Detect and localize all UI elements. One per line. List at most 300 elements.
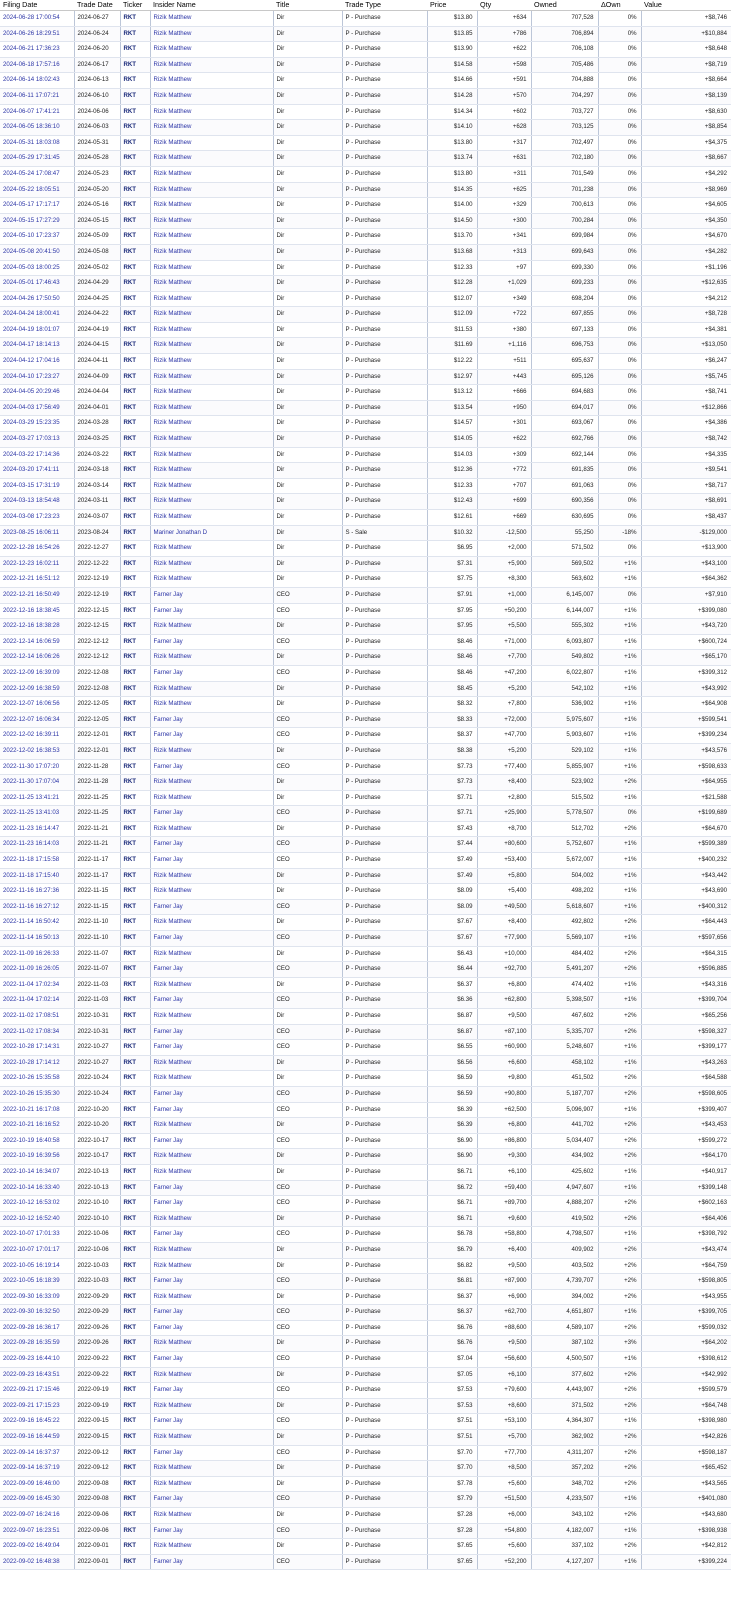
filing-date-cell[interactable]: 2024-05-03 18:00:25: [0, 260, 74, 276]
filing-date-cell[interactable]: 2022-10-26 15:35:30: [0, 1086, 74, 1102]
insider-name-cell[interactable]: Rizik Matthew: [150, 915, 273, 931]
insider-name-cell[interactable]: Rizik Matthew: [150, 494, 273, 510]
col-header-insider-name[interactable]: Insider Name: [150, 0, 273, 11]
filing-date-cell[interactable]: 2024-03-20 17:41:11: [0, 463, 74, 479]
col-header-value[interactable]: Value: [641, 0, 731, 11]
insider-name-cell[interactable]: Rizik Matthew: [150, 681, 273, 697]
insider-name-cell[interactable]: Rizik Matthew: [150, 1118, 273, 1134]
ticker-cell[interactable]: RKT: [120, 1149, 150, 1165]
ticker-cell[interactable]: RKT: [120, 478, 150, 494]
ticker-cell[interactable]: RKT: [120, 385, 150, 401]
ticker-cell[interactable]: RKT: [120, 712, 150, 728]
ticker-cell[interactable]: RKT: [120, 42, 150, 58]
insider-name-cell[interactable]: Rizik Matthew: [150, 541, 273, 557]
insider-name-cell[interactable]: Rizik Matthew: [150, 743, 273, 759]
insider-name-cell[interactable]: Farner Jay: [150, 931, 273, 947]
insider-name-cell[interactable]: Farner Jay: [150, 1274, 273, 1290]
ticker-cell[interactable]: RKT: [120, 1071, 150, 1087]
filing-date-cell[interactable]: 2024-06-07 17:41:21: [0, 104, 74, 120]
ticker-cell[interactable]: RKT: [120, 806, 150, 822]
ticker-cell[interactable]: RKT: [120, 1258, 150, 1274]
filing-date-cell[interactable]: 2022-11-18 17:15:58: [0, 853, 74, 869]
filing-date-cell[interactable]: 2022-10-12 16:53:02: [0, 1196, 74, 1212]
filing-date-cell[interactable]: 2022-11-04 17:02:14: [0, 993, 74, 1009]
filing-date-cell[interactable]: 2022-09-02 16:49:04: [0, 1539, 74, 1555]
ticker-cell[interactable]: RKT: [120, 541, 150, 557]
ticker-cell[interactable]: RKT: [120, 1383, 150, 1399]
insider-name-cell[interactable]: Rizik Matthew: [150, 104, 273, 120]
insider-name-cell[interactable]: Farner Jay: [150, 1554, 273, 1570]
insider-name-cell[interactable]: Rizik Matthew: [150, 977, 273, 993]
insider-name-cell[interactable]: Rizik Matthew: [150, 260, 273, 276]
insider-name-cell[interactable]: Farner Jay: [150, 1086, 273, 1102]
ticker-cell[interactable]: RKT: [120, 26, 150, 42]
ticker-cell[interactable]: RKT: [120, 946, 150, 962]
filing-date-cell[interactable]: 2024-06-21 17:36:23: [0, 42, 74, 58]
ticker-cell[interactable]: RKT: [120, 759, 150, 775]
filing-date-cell[interactable]: 2022-12-16 18:38:45: [0, 603, 74, 619]
filing-date-cell[interactable]: 2024-04-10 17:23:27: [0, 369, 74, 385]
ticker-cell[interactable]: RKT: [120, 1492, 150, 1508]
ticker-cell[interactable]: RKT: [120, 1320, 150, 1336]
insider-name-cell[interactable]: Rizik Matthew: [150, 198, 273, 214]
filing-date-cell[interactable]: 2022-12-02 16:39:11: [0, 728, 74, 744]
insider-name-cell[interactable]: Farner Jay: [150, 728, 273, 744]
insider-name-cell[interactable]: Rizik Matthew: [150, 229, 273, 245]
ticker-cell[interactable]: RKT: [120, 1461, 150, 1477]
insider-name-cell[interactable]: Rizik Matthew: [150, 385, 273, 401]
col-header-filing-date[interactable]: Filing Date: [0, 0, 74, 11]
ticker-cell[interactable]: RKT: [120, 104, 150, 120]
insider-name-cell[interactable]: Rizik Matthew: [150, 478, 273, 494]
insider-name-cell[interactable]: Rizik Matthew: [150, 619, 273, 635]
ticker-cell[interactable]: RKT: [120, 1430, 150, 1446]
insider-name-cell[interactable]: Farner Jay: [150, 665, 273, 681]
insider-name-cell[interactable]: Rizik Matthew: [150, 1508, 273, 1524]
insider-name-cell[interactable]: Rizik Matthew: [150, 1430, 273, 1446]
ticker-cell[interactable]: RKT: [120, 1086, 150, 1102]
ticker-cell[interactable]: RKT: [120, 182, 150, 198]
insider-name-cell[interactable]: Farner Jay: [150, 1040, 273, 1056]
ticker-cell[interactable]: RKT: [120, 1523, 150, 1539]
filing-date-cell[interactable]: 2024-05-24 17:08:47: [0, 166, 74, 182]
filing-date-cell[interactable]: 2024-04-17 18:14:13: [0, 338, 74, 354]
insider-name-cell[interactable]: Rizik Matthew: [150, 276, 273, 292]
ticker-cell[interactable]: RKT: [120, 1414, 150, 1430]
col-header-qty[interactable]: Qty: [477, 0, 531, 11]
filing-date-cell[interactable]: 2022-11-04 17:02:34: [0, 977, 74, 993]
ticker-cell[interactable]: RKT: [120, 837, 150, 853]
filing-date-cell[interactable]: 2022-12-07 16:06:56: [0, 697, 74, 713]
filing-date-cell[interactable]: 2022-10-14 16:33:40: [0, 1180, 74, 1196]
ticker-cell[interactable]: RKT: [120, 931, 150, 947]
ticker-cell[interactable]: RKT: [120, 556, 150, 572]
insider-name-cell[interactable]: Rizik Matthew: [150, 369, 273, 385]
insider-name-cell[interactable]: Rizik Matthew: [150, 182, 273, 198]
ticker-cell[interactable]: RKT: [120, 151, 150, 167]
ticker-cell[interactable]: RKT: [120, 977, 150, 993]
ticker-cell[interactable]: RKT: [120, 494, 150, 510]
filing-date-cell[interactable]: 2024-06-28 17:00:54: [0, 11, 74, 27]
ticker-cell[interactable]: RKT: [120, 1274, 150, 1290]
insider-name-cell[interactable]: Rizik Matthew: [150, 946, 273, 962]
filing-date-cell[interactable]: 2022-09-21 17:15:46: [0, 1383, 74, 1399]
ticker-cell[interactable]: RKT: [120, 1352, 150, 1368]
col-header-price[interactable]: Price: [427, 0, 477, 11]
filing-date-cell[interactable]: 2024-05-08 20:41:50: [0, 244, 74, 260]
insider-name-cell[interactable]: Farner Jay: [150, 806, 273, 822]
filing-date-cell[interactable]: 2022-10-26 15:35:58: [0, 1071, 74, 1087]
ticker-cell[interactable]: RKT: [120, 915, 150, 931]
ticker-cell[interactable]: RKT: [120, 821, 150, 837]
ticker-cell[interactable]: RKT: [120, 213, 150, 229]
filing-date-cell[interactable]: 2022-09-28 16:36:17: [0, 1320, 74, 1336]
filing-date-cell[interactable]: 2022-12-21 16:50:49: [0, 587, 74, 603]
ticker-cell[interactable]: RKT: [120, 447, 150, 463]
ticker-cell[interactable]: RKT: [120, 1554, 150, 1570]
insider-name-cell[interactable]: Rizik Matthew: [150, 400, 273, 416]
col-header-title[interactable]: Title: [273, 0, 342, 11]
insider-name-cell[interactable]: Farner Jay: [150, 1383, 273, 1399]
filing-date-cell[interactable]: 2022-12-21 16:51:12: [0, 572, 74, 588]
ticker-cell[interactable]: RKT: [120, 1118, 150, 1134]
filing-date-cell[interactable]: 2024-04-19 18:01:07: [0, 322, 74, 338]
ticker-cell[interactable]: RKT: [120, 1445, 150, 1461]
ticker-cell[interactable]: RKT: [120, 73, 150, 89]
insider-name-cell[interactable]: Rizik Matthew: [150, 88, 273, 104]
ticker-cell[interactable]: RKT: [120, 244, 150, 260]
filing-date-cell[interactable]: 2022-12-16 18:38:28: [0, 619, 74, 635]
insider-name-cell[interactable]: Farner Jay: [150, 1492, 273, 1508]
filing-date-cell[interactable]: 2022-09-23 16:44:10: [0, 1352, 74, 1368]
filing-date-cell[interactable]: 2024-06-11 17:07:21: [0, 88, 74, 104]
ticker-cell[interactable]: RKT: [120, 260, 150, 276]
filing-date-cell[interactable]: 2024-05-31 18:03:08: [0, 135, 74, 151]
filing-date-cell[interactable]: 2022-10-05 16:19:14: [0, 1258, 74, 1274]
filing-date-cell[interactable]: 2022-09-30 16:33:09: [0, 1289, 74, 1305]
filing-date-cell[interactable]: 2022-09-14 16:37:19: [0, 1461, 74, 1477]
filing-date-cell[interactable]: 2022-12-07 16:06:34: [0, 712, 74, 728]
filing-date-cell[interactable]: 2022-11-30 17:07:04: [0, 775, 74, 791]
ticker-cell[interactable]: RKT: [120, 354, 150, 370]
filing-date-cell[interactable]: 2024-05-01 17:46:43: [0, 276, 74, 292]
filing-date-cell[interactable]: 2024-04-03 17:56:49: [0, 400, 74, 416]
ticker-cell[interactable]: RKT: [120, 322, 150, 338]
insider-name-cell[interactable]: Rizik Matthew: [150, 1289, 273, 1305]
insider-name-cell[interactable]: Rizik Matthew: [150, 11, 273, 27]
ticker-cell[interactable]: RKT: [120, 88, 150, 104]
filing-date-cell[interactable]: 2024-05-22 18:05:51: [0, 182, 74, 198]
insider-name-cell[interactable]: Rizik Matthew: [150, 291, 273, 307]
filing-date-cell[interactable]: 2024-05-17 17:17:17: [0, 198, 74, 214]
insider-name-cell[interactable]: Rizik Matthew: [150, 1149, 273, 1165]
ticker-cell[interactable]: RKT: [120, 962, 150, 978]
insider-name-cell[interactable]: Farner Jay: [150, 1133, 273, 1149]
insider-name-cell[interactable]: Farner Jay: [150, 962, 273, 978]
insider-name-cell[interactable]: Rizik Matthew: [150, 432, 273, 448]
insider-name-cell[interactable]: Farner Jay: [150, 1180, 273, 1196]
insider-name-cell[interactable]: Rizik Matthew: [150, 244, 273, 260]
filing-date-cell[interactable]: 2024-03-22 17:14:36: [0, 447, 74, 463]
filing-date-cell[interactable]: 2024-05-29 17:31:45: [0, 151, 74, 167]
filing-date-cell[interactable]: 2022-12-14 16:06:59: [0, 634, 74, 650]
insider-name-cell[interactable]: Rizik Matthew: [150, 151, 273, 167]
ticker-cell[interactable]: RKT: [120, 1508, 150, 1524]
filing-date-cell[interactable]: 2022-11-02 17:08:34: [0, 1024, 74, 1040]
ticker-cell[interactable]: RKT: [120, 650, 150, 666]
ticker-cell[interactable]: RKT: [120, 1367, 150, 1383]
filing-date-cell[interactable]: 2024-03-15 17:31:19: [0, 478, 74, 494]
insider-name-cell[interactable]: Farner Jay: [150, 634, 273, 650]
ticker-cell[interactable]: RKT: [120, 619, 150, 635]
filing-date-cell[interactable]: 2022-11-16 16:27:36: [0, 884, 74, 900]
filing-date-cell[interactable]: 2022-10-21 16:16:52: [0, 1118, 74, 1134]
ticker-cell[interactable]: RKT: [120, 338, 150, 354]
filing-date-cell[interactable]: 2024-03-27 17:03:13: [0, 432, 74, 448]
filing-date-cell[interactable]: 2022-12-09 16:38:59: [0, 681, 74, 697]
insider-name-cell[interactable]: Mariner Jonathan D: [150, 525, 273, 541]
insider-name-cell[interactable]: Farner Jay: [150, 1196, 273, 1212]
ticker-cell[interactable]: RKT: [120, 665, 150, 681]
ticker-cell[interactable]: RKT: [120, 1305, 150, 1321]
filing-date-cell[interactable]: 2022-11-16 16:27:12: [0, 899, 74, 915]
ticker-cell[interactable]: RKT: [120, 198, 150, 214]
filing-date-cell[interactable]: 2024-06-14 18:02:43: [0, 73, 74, 89]
col-header-trade-date[interactable]: Trade Date: [74, 0, 120, 11]
ticker-cell[interactable]: RKT: [120, 790, 150, 806]
ticker-cell[interactable]: RKT: [120, 369, 150, 385]
insider-name-cell[interactable]: Farner Jay: [150, 1320, 273, 1336]
filing-date-cell[interactable]: 2024-06-26 18:29:51: [0, 26, 74, 42]
col-header-owned[interactable]: Owned: [531, 0, 598, 11]
insider-name-cell[interactable]: Rizik Matthew: [150, 1071, 273, 1087]
ticker-cell[interactable]: RKT: [120, 993, 150, 1009]
ticker-cell[interactable]: RKT: [120, 681, 150, 697]
insider-name-cell[interactable]: Rizik Matthew: [150, 120, 273, 136]
filing-date-cell[interactable]: 2022-10-12 16:52:40: [0, 1211, 74, 1227]
ticker-cell[interactable]: RKT: [120, 1398, 150, 1414]
insider-name-cell[interactable]: Rizik Matthew: [150, 307, 273, 323]
insider-name-cell[interactable]: Rizik Matthew: [150, 42, 273, 58]
insider-name-cell[interactable]: Farner Jay: [150, 993, 273, 1009]
filing-date-cell[interactable]: 2022-09-07 16:24:16: [0, 1508, 74, 1524]
ticker-cell[interactable]: RKT: [120, 884, 150, 900]
insider-name-cell[interactable]: Rizik Matthew: [150, 73, 273, 89]
insider-name-cell[interactable]: Rizik Matthew: [150, 447, 273, 463]
filing-date-cell[interactable]: 2022-09-16 16:44:59: [0, 1430, 74, 1446]
ticker-cell[interactable]: RKT: [120, 743, 150, 759]
ticker-cell[interactable]: RKT: [120, 135, 150, 151]
filing-date-cell[interactable]: 2022-11-30 17:07:20: [0, 759, 74, 775]
filing-date-cell[interactable]: 2022-11-23 16:14:47: [0, 821, 74, 837]
insider-name-cell[interactable]: Farner Jay: [150, 587, 273, 603]
insider-name-cell[interactable]: Farner Jay: [150, 899, 273, 915]
ticker-cell[interactable]: RKT: [120, 775, 150, 791]
insider-name-cell[interactable]: Farner Jay: [150, 1445, 273, 1461]
filing-date-cell[interactable]: 2022-11-23 16:14:03: [0, 837, 74, 853]
insider-name-cell[interactable]: Rizik Matthew: [150, 1009, 273, 1025]
filing-date-cell[interactable]: 2024-03-29 15:23:35: [0, 416, 74, 432]
ticker-cell[interactable]: RKT: [120, 291, 150, 307]
filing-date-cell[interactable]: 2022-11-09 16:26:33: [0, 946, 74, 962]
filing-date-cell[interactable]: 2022-09-30 16:32:50: [0, 1305, 74, 1321]
filing-date-cell[interactable]: 2024-05-10 17:23:37: [0, 229, 74, 245]
insider-name-cell[interactable]: Rizik Matthew: [150, 697, 273, 713]
ticker-cell[interactable]: RKT: [120, 1180, 150, 1196]
ticker-cell[interactable]: RKT: [120, 1196, 150, 1212]
insider-name-cell[interactable]: Rizik Matthew: [150, 213, 273, 229]
filing-date-cell[interactable]: 2024-06-05 18:36:10: [0, 120, 74, 136]
ticker-cell[interactable]: RKT: [120, 728, 150, 744]
insider-name-cell[interactable]: Farner Jay: [150, 1227, 273, 1243]
filing-date-cell[interactable]: 2022-09-14 16:37:37: [0, 1445, 74, 1461]
ticker-cell[interactable]: RKT: [120, 510, 150, 526]
ticker-cell[interactable]: RKT: [120, 1024, 150, 1040]
filing-date-cell[interactable]: 2022-09-09 16:45:30: [0, 1492, 74, 1508]
ticker-cell[interactable]: RKT: [120, 307, 150, 323]
filing-date-cell[interactable]: 2022-11-02 17:08:51: [0, 1009, 74, 1025]
insider-name-cell[interactable]: Rizik Matthew: [150, 1367, 273, 1383]
insider-name-cell[interactable]: Rizik Matthew: [150, 57, 273, 73]
ticker-cell[interactable]: RKT: [120, 400, 150, 416]
filing-date-cell[interactable]: 2024-06-18 17:57:16: [0, 57, 74, 73]
ticker-cell[interactable]: RKT: [120, 572, 150, 588]
ticker-cell[interactable]: RKT: [120, 11, 150, 27]
filing-date-cell[interactable]: 2022-11-14 16:50:13: [0, 931, 74, 947]
filing-date-cell[interactable]: 2022-09-23 16:43:51: [0, 1367, 74, 1383]
filing-date-cell[interactable]: 2022-12-09 16:39:09: [0, 665, 74, 681]
ticker-cell[interactable]: RKT: [120, 1211, 150, 1227]
filing-date-cell[interactable]: 2022-12-28 16:54:26: [0, 541, 74, 557]
filing-date-cell[interactable]: 2022-11-25 13:41:21: [0, 790, 74, 806]
ticker-cell[interactable]: RKT: [120, 1539, 150, 1555]
ticker-cell[interactable]: RKT: [120, 853, 150, 869]
ticker-cell[interactable]: RKT: [120, 1336, 150, 1352]
filing-date-cell[interactable]: 2024-03-08 17:23:23: [0, 510, 74, 526]
insider-name-cell[interactable]: Rizik Matthew: [150, 322, 273, 338]
insider-name-cell[interactable]: Rizik Matthew: [150, 1336, 273, 1352]
insider-name-cell[interactable]: Rizik Matthew: [150, 1164, 273, 1180]
ticker-cell[interactable]: RKT: [120, 1055, 150, 1071]
insider-name-cell[interactable]: Rizik Matthew: [150, 1461, 273, 1477]
insider-name-cell[interactable]: Rizik Matthew: [150, 1211, 273, 1227]
filing-date-cell[interactable]: 2022-09-09 16:46:00: [0, 1476, 74, 1492]
filing-date-cell[interactable]: 2022-09-07 16:23:51: [0, 1523, 74, 1539]
insider-name-cell[interactable]: Farner Jay: [150, 1523, 273, 1539]
insider-name-cell[interactable]: Rizik Matthew: [150, 1242, 273, 1258]
insider-name-cell[interactable]: Rizik Matthew: [150, 1258, 273, 1274]
ticker-cell[interactable]: RKT: [120, 525, 150, 541]
insider-name-cell[interactable]: Farner Jay: [150, 712, 273, 728]
insider-name-cell[interactable]: Rizik Matthew: [150, 650, 273, 666]
ticker-cell[interactable]: RKT: [120, 1164, 150, 1180]
filing-date-cell[interactable]: 2022-12-02 16:38:53: [0, 743, 74, 759]
ticker-cell[interactable]: RKT: [120, 463, 150, 479]
insider-name-cell[interactable]: Farner Jay: [150, 837, 273, 853]
ticker-cell[interactable]: RKT: [120, 432, 150, 448]
ticker-cell[interactable]: RKT: [120, 276, 150, 292]
filing-date-cell[interactable]: 2022-09-28 16:35:59: [0, 1336, 74, 1352]
insider-name-cell[interactable]: Farner Jay: [150, 759, 273, 775]
insider-name-cell[interactable]: Rizik Matthew: [150, 821, 273, 837]
insider-name-cell[interactable]: Farner Jay: [150, 853, 273, 869]
ticker-cell[interactable]: RKT: [120, 416, 150, 432]
col-header-ticker[interactable]: Ticker: [120, 0, 150, 11]
ticker-cell[interactable]: RKT: [120, 57, 150, 73]
insider-name-cell[interactable]: Farner Jay: [150, 1102, 273, 1118]
filing-date-cell[interactable]: 2022-11-09 16:26:05: [0, 962, 74, 978]
insider-name-cell[interactable]: Rizik Matthew: [150, 354, 273, 370]
filing-date-cell[interactable]: 2024-04-24 18:00:41: [0, 307, 74, 323]
ticker-cell[interactable]: RKT: [120, 1476, 150, 1492]
filing-date-cell[interactable]: 2022-10-19 16:39:56: [0, 1149, 74, 1165]
filing-date-cell[interactable]: 2022-10-28 17:14:31: [0, 1040, 74, 1056]
ticker-cell[interactable]: RKT: [120, 1242, 150, 1258]
ticker-cell[interactable]: RKT: [120, 1040, 150, 1056]
ticker-cell[interactable]: RKT: [120, 1102, 150, 1118]
filing-date-cell[interactable]: 2022-09-16 16:45:22: [0, 1414, 74, 1430]
filing-date-cell[interactable]: 2024-04-26 17:50:50: [0, 291, 74, 307]
insider-name-cell[interactable]: Rizik Matthew: [150, 1476, 273, 1492]
filing-date-cell[interactable]: 2023-08-25 16:06:11: [0, 525, 74, 541]
filing-date-cell[interactable]: 2022-10-28 17:14:12: [0, 1055, 74, 1071]
filing-date-cell[interactable]: 2022-12-23 16:02:11: [0, 556, 74, 572]
ticker-cell[interactable]: RKT: [120, 697, 150, 713]
insider-name-cell[interactable]: Rizik Matthew: [150, 868, 273, 884]
filing-date-cell[interactable]: 2024-03-13 18:54:48: [0, 494, 74, 510]
ticker-cell[interactable]: RKT: [120, 1133, 150, 1149]
ticker-cell[interactable]: RKT: [120, 1227, 150, 1243]
filing-date-cell[interactable]: 2022-11-14 16:50:42: [0, 915, 74, 931]
insider-name-cell[interactable]: Rizik Matthew: [150, 572, 273, 588]
ticker-cell[interactable]: RKT: [120, 868, 150, 884]
filing-date-cell[interactable]: 2022-10-07 17:01:33: [0, 1227, 74, 1243]
insider-name-cell[interactable]: Rizik Matthew: [150, 884, 273, 900]
insider-name-cell[interactable]: Rizik Matthew: [150, 790, 273, 806]
insider-name-cell[interactable]: Rizik Matthew: [150, 463, 273, 479]
filing-date-cell[interactable]: 2022-09-21 17:15:23: [0, 1398, 74, 1414]
filing-date-cell[interactable]: 2022-10-14 16:34:07: [0, 1164, 74, 1180]
insider-name-cell[interactable]: Rizik Matthew: [150, 416, 273, 432]
ticker-cell[interactable]: RKT: [120, 1009, 150, 1025]
col-header-delta-own[interactable]: ΔOwn: [598, 0, 641, 11]
ticker-cell[interactable]: RKT: [120, 899, 150, 915]
insider-name-cell[interactable]: Rizik Matthew: [150, 1055, 273, 1071]
insider-name-cell[interactable]: Rizik Matthew: [150, 338, 273, 354]
insider-name-cell[interactable]: Rizik Matthew: [150, 775, 273, 791]
filing-date-cell[interactable]: 2022-12-14 16:06:26: [0, 650, 74, 666]
insider-name-cell[interactable]: Rizik Matthew: [150, 510, 273, 526]
insider-name-cell[interactable]: Farner Jay: [150, 603, 273, 619]
filing-date-cell[interactable]: 2024-04-12 17:04:16: [0, 354, 74, 370]
ticker-cell[interactable]: RKT: [120, 587, 150, 603]
filing-date-cell[interactable]: 2022-10-07 17:01:17: [0, 1242, 74, 1258]
insider-name-cell[interactable]: Farner Jay: [150, 1024, 273, 1040]
filing-date-cell[interactable]: 2022-10-05 16:18:39: [0, 1274, 74, 1290]
insider-name-cell[interactable]: Rizik Matthew: [150, 26, 273, 42]
ticker-cell[interactable]: RKT: [120, 603, 150, 619]
insider-name-cell[interactable]: Rizik Matthew: [150, 1539, 273, 1555]
filing-date-cell[interactable]: 2022-09-02 16:48:38: [0, 1554, 74, 1570]
filing-date-cell[interactable]: 2024-05-15 17:27:29: [0, 213, 74, 229]
ticker-cell[interactable]: RKT: [120, 634, 150, 650]
ticker-cell[interactable]: RKT: [120, 166, 150, 182]
insider-name-cell[interactable]: Rizik Matthew: [150, 135, 273, 151]
filing-date-cell[interactable]: 2024-04-05 20:29:46: [0, 385, 74, 401]
ticker-cell[interactable]: RKT: [120, 120, 150, 136]
insider-name-cell[interactable]: Farner Jay: [150, 1305, 273, 1321]
filing-date-cell[interactable]: 2022-10-19 16:40:58: [0, 1133, 74, 1149]
